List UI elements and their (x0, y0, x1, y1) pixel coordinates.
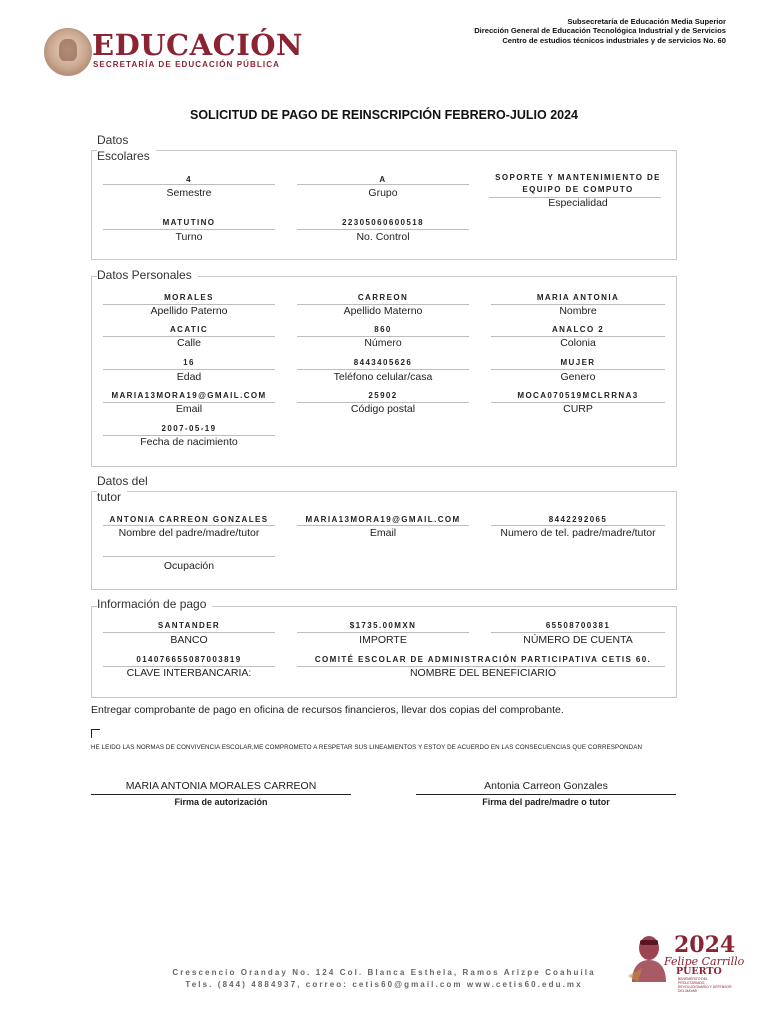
payment-note: Entregar comprobante de pago en oficina de recursos financieros, llevar dos copias del comprobante. (91, 704, 564, 716)
logo-subtitle: SECRETARÍA DE EDUCACIÓN PÚBLICA (93, 60, 280, 69)
field-value-no-control: 22305060600518 (342, 218, 424, 227)
field-line (103, 632, 275, 633)
field-label-email-tutor: Email (369, 527, 397, 539)
section-label-escolares-2: Escolares (97, 148, 156, 164)
field-label-numero: Número (364, 337, 402, 349)
field-value-importe: $1735.00MXN (349, 621, 417, 630)
field-value-clave-interbancaria: 014076655087003819 (136, 655, 242, 664)
field-label-genero: Genero (560, 371, 596, 383)
agreement-checkbox[interactable] (91, 729, 100, 738)
field-line (297, 229, 469, 230)
section-label-escolares-1: Datos (97, 132, 134, 148)
field-label-curp: CURP (563, 403, 593, 415)
section-label-pago: Información de pago (97, 596, 212, 612)
field-value-numero: 860 (374, 325, 392, 334)
field-label-importe: IMPORTE (359, 634, 407, 646)
field-value-nombre-tutor: ANTONIA CARREON GONZALES (109, 515, 269, 524)
field-label-no-control: No. Control (356, 231, 410, 243)
footer-address: Crescencio Oranday No. 124 Col. Blanca Esthela, Ramos Arizpe Coahuila (172, 968, 596, 977)
section-datos-tutor (91, 491, 677, 590)
field-line (491, 525, 665, 526)
field-line (297, 369, 469, 370)
field-value-numero-cuenta: 65508700381 (545, 621, 611, 630)
sep-seal-logo (44, 28, 92, 76)
field-label-banco: BANCO (170, 634, 208, 646)
field-value-curp: MOCA070519MCLRRNA3 (517, 391, 639, 400)
field-label-apellido-materno: Apellido Materno (343, 305, 423, 317)
field-label-edad: Edad (176, 371, 202, 383)
signature-caption-student: Firma de autorización (174, 797, 268, 807)
institution-header (474, 17, 726, 45)
institution-line-3: Centro de estudios técnicos industriales y de servicios No. 60 (502, 35, 726, 45)
field-value-apellido-paterno: MORALES (164, 293, 214, 302)
signature-line-student (91, 794, 351, 795)
field-label-turno: Turno (175, 231, 203, 243)
agreement-disclaimer: HE LEIDO LAS NORMAS DE CONVIVENCIA ESCOLAR,ME COMPROMETO A RESPETAR SUS LINEAMIENTOS Y ESTOY DE ACUERDO EN LAS CONSECUENCIAS QUE CORRESPONDAN (91, 744, 643, 751)
field-value-nombre: MARIA ANTONIA (536, 293, 620, 302)
field-value-calle: ACATIC (169, 325, 209, 334)
field-label-fecha-nacimiento: Fecha de nacimiento (140, 436, 238, 448)
field-value-email: MARIA13MORA19@GMAIL.COM (111, 391, 267, 400)
field-value-fecha-nacimiento: 2007-05-19 (161, 424, 217, 433)
field-value-genero: MUJER (560, 358, 596, 367)
field-value-banco: SANTANDER (157, 621, 221, 630)
field-value-semestre: 4 (186, 175, 192, 184)
field-line (491, 369, 665, 370)
field-line (103, 229, 275, 230)
field-value-turno: MATUTINO (162, 218, 216, 227)
field-label-semestre: Semestre (166, 187, 212, 199)
field-line (297, 632, 469, 633)
field-value-beneficiario: COMITÉ ESCOLAR DE ADMINISTRACIÓN PARTICIPATIVA CETIS 60. (314, 655, 652, 664)
footer-contact: Tels. (844) 4884937, correo: cetis60@gmail.com www.cetis60.edu.mx (185, 980, 583, 989)
signature-name-tutor: Antonia Carreon Gonzales (484, 780, 608, 792)
emblem-small-text: BENEMÉRITO DEL PROLETARIADO, REVOLUCIONARIO Y DEFENSOR DEL MAYAB (678, 977, 732, 993)
field-label-colonia: Colonia (560, 337, 596, 349)
field-label-apellido-paterno: Apellido Paterno (150, 305, 228, 317)
field-value-telefono: 8443405626 (353, 358, 413, 367)
field-line (103, 184, 275, 185)
logo-title: EDUCACIÓN (92, 28, 304, 62)
field-value-apellido-materno: CARREON (357, 293, 409, 302)
field-value-email-tutor: MARIA13MORA19@GMAIL.COM (305, 515, 461, 524)
field-line (103, 525, 275, 526)
institution-line-1: Subsecretaría de Educación Media Superior (567, 17, 726, 26)
institution-line-2: Dirección General de Educación Tecnológica Industrial y de Servicios (474, 26, 726, 36)
field-label-ocupacion: Ocupación (163, 560, 215, 572)
field-value-especialidad: SOPORTE Y MANTENIMIENTO DE EQUIPO DE COMPUTO (495, 173, 661, 194)
field-label-beneficiario: NOMBRE DEL BENEFICIARIO (409, 667, 557, 679)
field-label-telefono: Teléfono celular/casa (333, 371, 433, 383)
field-line (297, 525, 469, 526)
signature-line-tutor (416, 794, 676, 795)
field-line (297, 184, 469, 185)
field-label-calle: Calle (177, 337, 201, 349)
field-label-clave-interbancaria: CLAVE INTERBANCARIA: (126, 667, 252, 679)
field-value-grupo: A (379, 175, 387, 184)
section-label-tutor-1: Datos del (97, 473, 154, 489)
emblem-name-line-1: Felipe Carrillo (664, 955, 745, 968)
field-line (103, 369, 275, 370)
signature-caption-tutor: Firma del padre/madre o tutor (482, 797, 610, 807)
field-label-codigo-postal: Código postal (350, 403, 416, 415)
field-label-grupo: Grupo (368, 187, 398, 199)
field-value-colonia: ANALCO 2 (551, 325, 605, 334)
emblem-name-line-2: PUERTO (676, 966, 722, 977)
field-label-telefono-tutor: Numero de tel. padre/madre/tutor (500, 527, 656, 539)
signature-name-student: MARIA ANTONIA MORALES CARREON (125, 780, 317, 792)
field-label-nombre-tutor: Nombre del padre/madre/tutor (118, 527, 260, 539)
field-label-numero-cuenta: NÚMERO DE CUENTA (523, 634, 633, 646)
field-value-codigo-postal: 25902 (368, 391, 398, 400)
field-line (491, 632, 665, 633)
section-label-tutor-2: tutor (97, 489, 127, 505)
field-label-nombre: Nombre (559, 305, 597, 317)
field-value-edad: 16 (183, 358, 195, 367)
field-label-email: Email (175, 403, 203, 415)
emblem-year: 2024 (674, 932, 736, 958)
field-value-telefono-tutor: 8442292065 (548, 515, 608, 524)
field-line (103, 556, 275, 557)
field-label-especialidad: Especialidad (548, 197, 608, 209)
section-label-personales: Datos Personales (97, 267, 198, 283)
document-title: SOLICITUD DE PAGO DE REINSCRIPCIÓN FEBRERO-JULIO 2024 (189, 108, 579, 122)
